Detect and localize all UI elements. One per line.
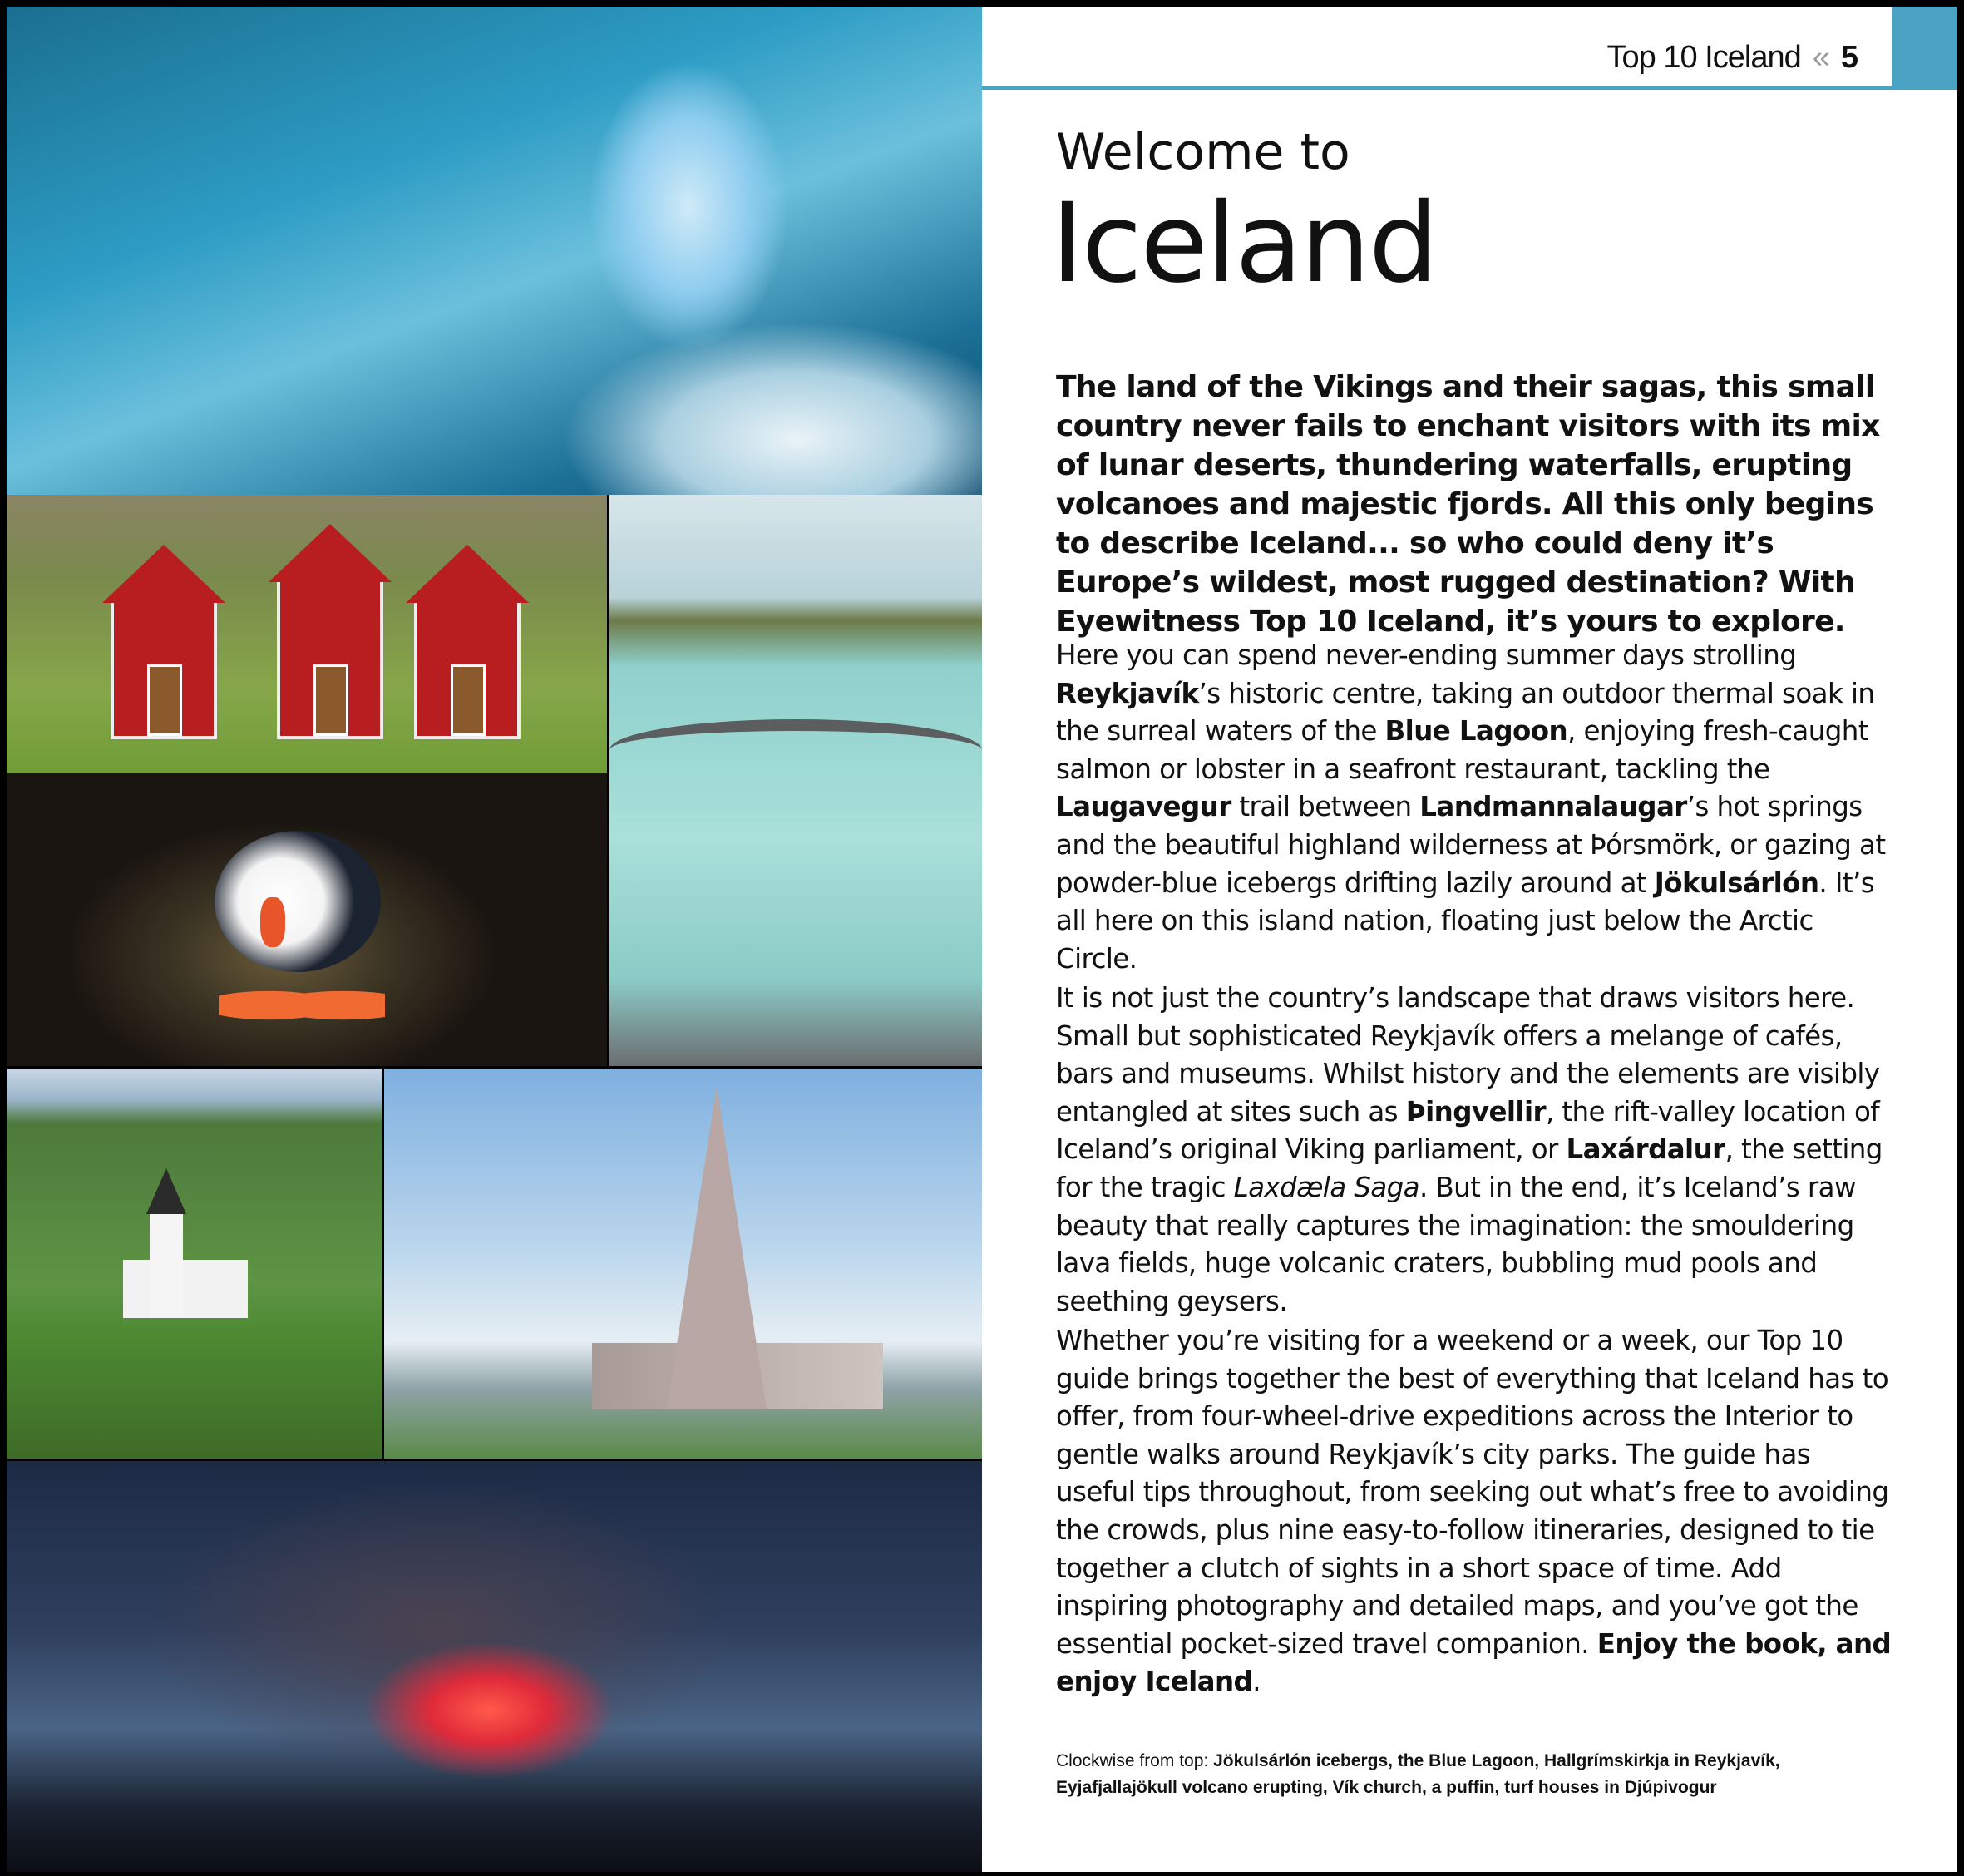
photo-hallgrimskirkja (384, 1069, 982, 1459)
text-run: ’s hot springs and the beautiful highland wilderness at Þórsmörk, or gazing at powder-blue icebergs drifting lazily around at (1056, 791, 1886, 899)
bold-place-name: Þingvellir (1405, 1095, 1546, 1128)
turf-house (277, 579, 383, 739)
text-run: , the setting for the tragic (1056, 1133, 1883, 1203)
bold-place-name: Landmannalaugar (1419, 791, 1687, 823)
bold-place-name: Laxárdalur (1566, 1133, 1725, 1166)
text-run: Here you can spend never-ending summer days strolling (1056, 639, 1797, 671)
header-tab (1892, 7, 1957, 90)
chevron-left-icon: « (1812, 40, 1829, 75)
text-run: . (1252, 1666, 1261, 1698)
bold-place-name: Reykjavík (1056, 677, 1199, 709)
body-paragraph (1056, 637, 1896, 978)
photo-eyjafjallajokull-volcano (7, 1461, 982, 1872)
text-run: . It’s all here on this island nation, floating just below the Arctic Circle. (1056, 866, 1875, 975)
bold-place-name: Laugavegur (1056, 791, 1231, 823)
text-run: trail between (1231, 791, 1420, 823)
running-header (1607, 40, 1858, 76)
text-page (982, 7, 1957, 1872)
caption-text: Jökulsárlón icebergs, the Blue Lagoon, Hallgrímskirkja in Reykjavík, Eyjafjallajökull volcano erupting, Vík church, a puffin, turf houses in Djúpivogur (1056, 1751, 1780, 1797)
text-run: Whether you’re visiting for a weekend or a week, our Top 10 guide brings together the best of everything that Iceland has to offer, from four-wheel-drive expeditions across the Interior to gentle walks around Reykjavík’s city parks. The guide has useful tips throughout, from seeking out what’s free to avoiding the crowds, plus nine easy-to-follow itineraries, designed to tie together a clutch of sights in a short space of time. Add inspiring photography and detailed maps, and you’ve got the essential pocket-sized travel companion. (1056, 1325, 1889, 1660)
page-title: Iceland (1051, 180, 1437, 308)
body-paragraph (1056, 980, 1896, 1321)
caption-lead: Clockwise from top: (1056, 1751, 1214, 1770)
text-run: It is not just the country’s landscape that draws visitors here. Small but sophisticated Reykjavík offers a melange of cafés, bars and museums. Whilst history and the elements are visibly entangled at sites such as (1056, 982, 1880, 1128)
title-line-1: Welcome to (1056, 123, 1350, 181)
turf-house (111, 600, 217, 739)
photo-vik-church (7, 1069, 382, 1459)
bridge (609, 719, 982, 781)
running-title: Top 10 Iceland (1606, 40, 1801, 75)
photo-caption (1056, 1748, 1896, 1801)
text-run: , enjoying fresh-caught salmon or lobster in a seafront restaurant, tackling the (1056, 715, 1868, 785)
bold-place-name: Jökulsárlón (1654, 866, 1819, 899)
photo-blue-lagoon (609, 495, 982, 1066)
text-run: ’s historic centre, taking an outdoor thermal soak in the surreal waters of the (1056, 677, 1875, 748)
intro-paragraph: The land of the Vikings and their sagas, this small country never fails to enchant visitors with its mix of lunar deserts, thundering waterfalls, erupting volcanoes and majestic fjords. All this only begins to describe Iceland... so who could deny it’s Europe’s wildest, most rugged destination? With Eyewitness Top 10 Iceland, it’s yours to explore. (1056, 370, 1880, 639)
page-number: 5 (1840, 40, 1858, 75)
photo-jokulsarlon-ice-cave (7, 7, 982, 495)
turf-house (414, 600, 521, 739)
header-rule (982, 86, 1892, 90)
bold-place-name: Blue Lagoon (1384, 715, 1568, 748)
text-run: , the rift-valley location of Iceland’s original Viking parliament, or (1056, 1095, 1880, 1166)
photo-turf-houses (7, 495, 607, 773)
text-run: . But in the end, it’s Iceland’s raw beauty that really captures the imagination: the smouldering lava fields, huge volcanic craters, bubbling mud pools and seething geysers. (1056, 1171, 1856, 1317)
bold-place-name: Enjoy the book, and enjoy Iceland (1056, 1627, 1892, 1698)
photo-puffin (7, 773, 607, 1066)
italic-title: Laxdæla Saga (1233, 1171, 1419, 1203)
body-paragraph (1056, 1322, 1896, 1701)
